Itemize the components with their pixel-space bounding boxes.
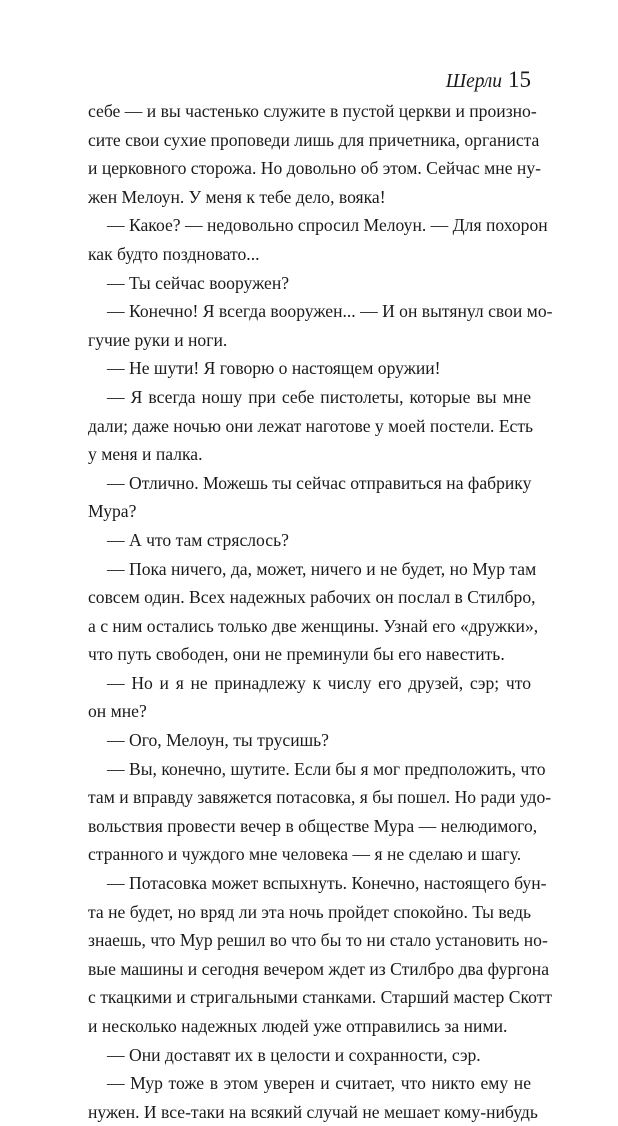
body-text — [88, 97, 553, 1126]
text-line: — Я всегда ношу при себе пистолеты, которые вы мне — [107, 386, 531, 407]
running-head — [446, 68, 531, 94]
page-number: 15 — [508, 67, 531, 92]
text-line: — Ого, Мелоун, ты трусишь? — [107, 730, 329, 751]
text-line: он мне? — [88, 701, 147, 722]
text-line: — Отлично. Можешь ты сейчас отправиться на фабрику — [107, 472, 532, 493]
text-line: сите свои сухие проповеди лишь для причетника, органиста — [88, 129, 540, 150]
text-line: вые машины и сегодня вечером ждет из Стилбро два фургона — [88, 958, 550, 979]
running-head-title: Шерли — [445, 71, 502, 92]
text-line: Мура? — [88, 501, 137, 522]
text-line: нужен. И все-таки на всякий случай не мешает кому-нибудь — [88, 1101, 538, 1122]
text-line: — Но и я не принадлежу к числу его друзей, сэр; что — [107, 672, 531, 693]
text-line: и несколько надежных людей уже отправились за ними. — [88, 1016, 508, 1036]
text-line: там и вправду завяжется потасовка, я бы пошел. Но ради удо- — [88, 787, 552, 808]
text-line: а с ним остались только две женщины. Узнай его «дружки», — [88, 615, 539, 636]
text-line: дали; даже ночью они лежат наготове у моей постели. Есть — [88, 415, 534, 436]
text-line: себе — и вы частенько служите в пустой церкви и произно- — [88, 101, 537, 121]
text-line: вольствия провести вечер в обществе Мура — нелюдимого, — [88, 815, 538, 836]
text-line: — Потасовка может вспыхнуть. Конечно, настоящего бун- — [107, 873, 547, 894]
text-line: — Какое? — недовольно спросил Мелоун. — Для похорон — [107, 215, 548, 236]
text-line: — А что там стряслось? — [107, 529, 289, 550]
text-line: у меня и палка. — [88, 444, 203, 465]
text-line: — Мур тоже в этом уверен и считает, что никто ему не — [107, 1073, 531, 1094]
text-line: гучие руки и ноги. — [88, 329, 228, 350]
text-line: — Не шути! Я говорю о настоящем оружии! — [107, 358, 441, 379]
text-line: что путь свободен, они не преминули бы его навестить. — [88, 644, 505, 665]
text-line: с ткацкими и стригальными станками. Старший мастер Скотт — [88, 987, 553, 1008]
text-line: — Пока ничего, да, может, ничего и не будет, но Мур там — [107, 558, 537, 579]
text-line: странного и чуждого мне человека — я не сделаю и шагу. — [88, 844, 522, 865]
text-line: — Конечно! Я всегда вооружен... — И он вытянул свои мо- — [107, 301, 553, 322]
text-line: знаешь, что Мур решил во что бы то ни стало установить но- — [88, 930, 548, 951]
text-line: — Вы, конечно, шутите. Если бы я мог предположить, что — [107, 758, 546, 779]
text-line: и церковного сторожа. Но довольно об этом. Сейчас мне ну- — [88, 158, 541, 179]
text-line: та не будет, но вряд ли эта ночь пройдет спокойно. Ты ведь — [88, 901, 532, 922]
text-line: жен Мелоун. У меня к тебе дело, вояка! — [88, 186, 386, 207]
text-line: совсем один. Всех надежных рабочих он послал в Стилбро, — [88, 587, 536, 608]
text-line: как будто поздновато... — [88, 243, 260, 264]
text-line: — Они доставят их в целости и сохранности, сэр. — [107, 1044, 481, 1065]
text-line: — Ты сейчас вооружен? — [107, 272, 290, 293]
